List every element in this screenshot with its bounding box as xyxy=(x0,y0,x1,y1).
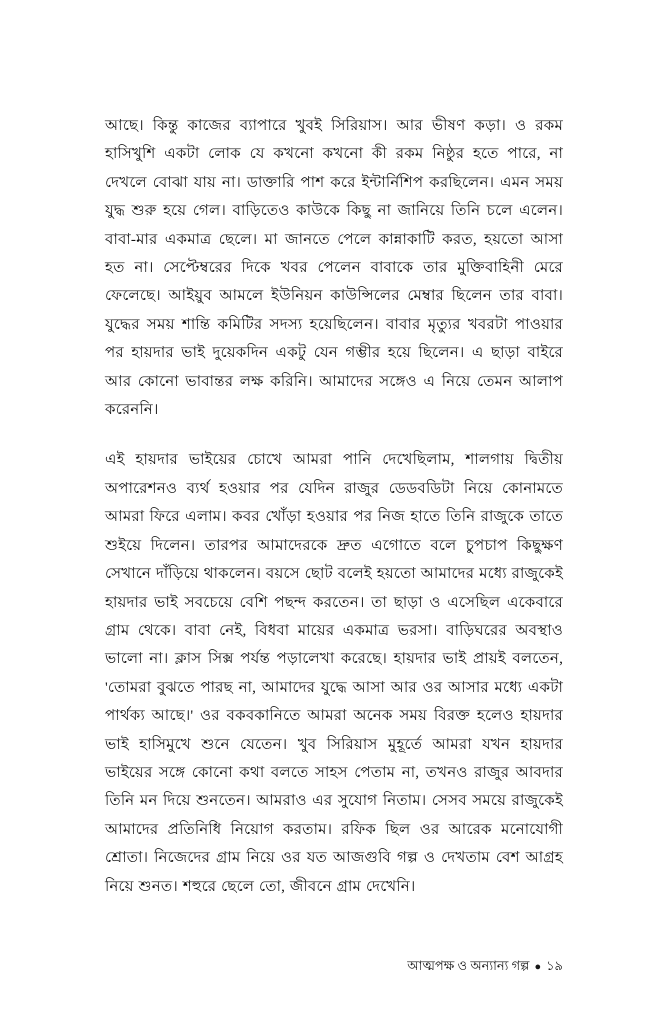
footer-separator-dot: ● xyxy=(534,961,542,973)
page-number: ১৯ xyxy=(546,957,563,973)
body-paragraph-1: আছে। কিন্তু কাজের ব্যাপারে খুবই সিরিয়াস। আর ভীষণ কড়া। ও রকম হাসিখুশি একটা লোক যে কখনো কখনো কী রকম নিষ্ঠুর হতে পারে, না দেখলে বোঝা যায় না। ডাক্তারি পাশ করে ইন্টার্নিশিপ করছিলেন। এমন সময় যুদ্ধ শুরু হয়ে গেল। বাড়িতেও কাউকে কিছু না জানিয়ে তিনি চলে এলেন। বাবা-মার একমাত্র ছেলে। মা জানতে পেলে কান্নাকাটি করত, হয়তো আসা হত না। সেপ্টেম্বরের দিকে খবর পেলেন বাবাকে তার মুক্তিবাহিনী মেরে ফেলেছে। আইয়ুব আমলে ইউনিয়ন কাউন্সিলের মেম্বার ছিলেন তার বাবা। যুদ্ধের সময় শান্তি কমিটির সদস্য হয়েছিলেন। বাবার মৃত্যুর খবরটা পাওয়ার পর হায়দার ভাই দুয়েকদিন একটু যেন গম্ভীর হয়ে ছিলেন। এ ছাড়া বাইরে আর কোনো ভাবান্তর লক্ষ করিনি। আমাদের সঙ্গেও এ নিয়ে তেমন আলাপ করেননি। xyxy=(105,117,563,419)
footer-book-title: আত্মপক্ষ ও অন্যান্য গল্প xyxy=(407,957,530,973)
body-paragraph-2: এই হায়দার ভাইয়ের চোখে আমরা পানি দেখেছিলাম, শালগায় দ্বিতীয় অপারেশনও ব্যর্থ হওয়ার পর যেদিন রাজুর ডেডবডিটা নিয়ে কোনামতে আমরা ফিরে এলাম। কবর খোঁড়া হওয়ার পর নিজ হাতে তিনি রাজুকে তাতে শুইয়ে দিলেন। তারপর আমাদেরকে দ্রুত এগোতে বলে চুপচাপ কিছুক্ষণ সেখানে দাঁড়িয়ে থাকলেন। বয়সে ছোট বলেই হয়তো আমাদের মধ্যে রাজুকেই হায়দার ভাই সবচেয়ে বেশি পছন্দ করতেন। তা ছাড়া ও এসেছিল একেবারে গ্রাম থেকে। বাবা নেই, বিধবা মায়ের একমাত্র ভরসা। বাড়িঘরের অবস্থাও ভালো না। ক্লাস সিক্স পর্যন্ত পড়ালেখা করেছে। হায়দার ভাই প্রায়ই বলতেন, 'তোমরা বুঝতে পারছ না, আমাদের যুদ্ধে আসা আর ওর আসার মধ্যে একটা পার্থক্য আছে।' ওর বকবকানিতে আমরা অনেক সময় বিরক্ত হলেও হায়দার ভাই হাসিমুখে শুনে যেতেন। খুব সিরিয়াস মুহূর্তে আমরা যখন হায়দার ভাইয়ের সঙ্গে কোনো কথা বলতে সাহস পেতাম না, তখনও রাজুর আবদার তিনি মন দিয়ে শুনতেন। আমরাও এর সুযোগ নিতাম। সেসব সময়ে রাজুকেই আমাদের প্রতিনিধি নিয়োগ করতাম। রফিক ছিল ওর আরেক মনোযোগী শ্রোতা। নিজেদের গ্রাম নিয়ে ওর যত আজগুবি গল্প ও দেখতাম বেশ আগ্রহ নিয়ে শুনত। শহুরে ছেলে তো, জীবনে গ্রাম দেখেনি। xyxy=(105,451,564,895)
page-footer xyxy=(105,957,563,976)
